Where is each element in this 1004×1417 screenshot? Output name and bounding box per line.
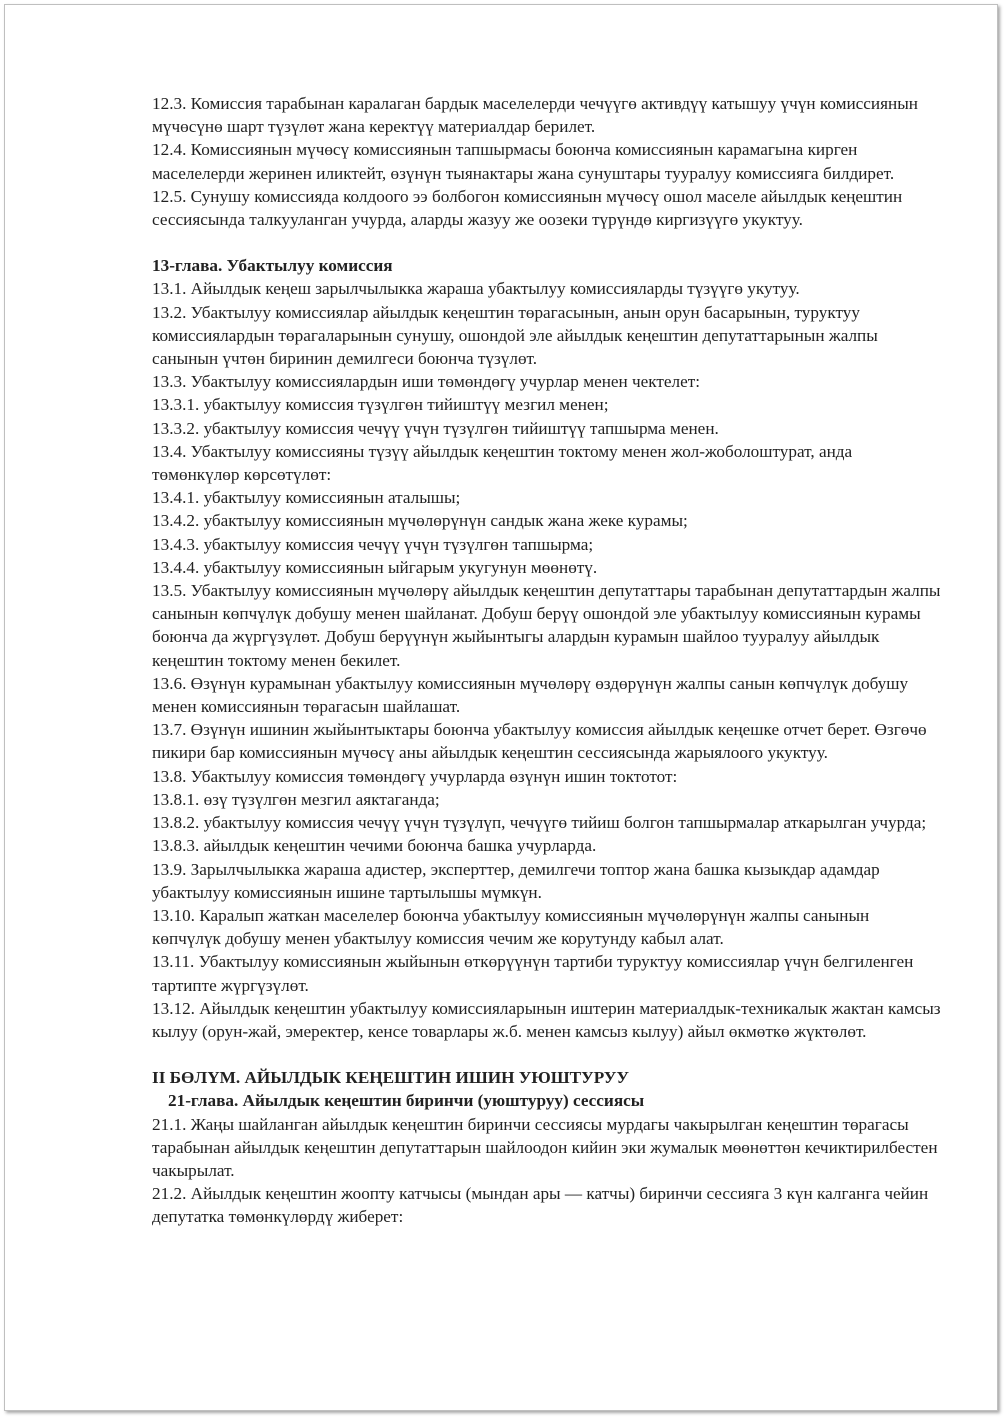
paragraph: 13.7. Өзүнүн ишинин жыйынтыктары боюнча убактылуу комиссия айылдык кеңешке отчет берет. Өзгөчө пикири бар комиссиянын мүчөсү аны айылдык кеңештин сессиясында жарыялоого укуктуу. — [152, 720, 927, 763]
paragraph: 13.12. Айылдык кеңештин убактылуу комиссияларынын иштерин материалдык-техникалык жактан камсыз кылуу (орун-жай, эмеректер, кенсе товарлары ж.б. менен камсыз кылуу) айыл өкмөткө жүктөлөт. — [152, 998, 941, 1041]
paragraph: 12.4. Комиссиянын мүчөсү комиссиянын тапшырмасы боюнча комиссиянын карамагына кирген маселелерди жеринен иликтейт, өзүнүн тыянактары жана сунуштары тууралуу комиссияга билдирет. — [152, 140, 895, 183]
chapter-heading: 21-глава. Айылдык кеңештин биринчи (уюштуруу) сессиясы — [168, 1091, 645, 1111]
paragraph: 21.2. Айылдык кеңештин жоопту катчысы (мындан ары — катчы) биринчи сессияга 3 күн калганга чейин депутатка төмөнкүлөрдү жиберет: — [152, 1184, 929, 1227]
paragraph: 13.4.2. убактылуу комиссиянын мүчөлөрүнүн сандык жана жеке курамы; — [152, 511, 688, 531]
paragraph: 13.11. Убактылуу комиссиянын жыйынын өткөрүүнүн тартиби туруктуу комиссиялар үчүн белгиленген тартипте жүргүзүлөт. — [152, 952, 914, 995]
paragraph: 13.3.2. убактылуу комиссия чечүү үчүн түзүлгөн тийиштүү тапшырма менен. — [152, 418, 719, 438]
section-heading: 13-глава. Убактылуу комиссия — [152, 256, 393, 276]
paragraph: 13.10. Каралып жаткан маселелер боюнча убактылуу комиссиянын мүчөлөрүнүн жалпы санынын көпчүлүк добушу менен убактылуу комиссия чечим же корутунду кабыл алат. — [152, 905, 870, 949]
paragraph: 13.4.3. убактылуу комиссия чечүү үчүн түзүлгөн тапшырма; — [152, 534, 594, 554]
paragraph-gap — [152, 231, 942, 254]
paragraph: 12.5. Сунушу комиссияда колдоого ээ болбогон комиссиянын мүчөсү ошол маселе айылдык кеңештин сессиясында талкууланган учурда, аларды жазуу же оозеки түрүндө киргизүүгө укуктуу. — [152, 186, 903, 230]
section-heading: II БӨЛҮМ. АЙЫЛДЫК КЕҢЕШТИН ИШИН УЮШТУРУУ — [152, 1068, 629, 1088]
paragraph: 13.3.1. убактылуу комиссия түзүлгөн тийиштүү мезгил менен; — [152, 395, 609, 415]
paragraph: 21.1. Жаңы шайланган айылдык кеңештин биринчи сессиясы мурдагы чакырылган кеңештин төрагасы тарабынан айылдык кеңештин депутаттарын шайлоодон кийин эки жумалык мөөнөттөн кечиктирилбестен чакырылат. — [152, 1114, 938, 1180]
paragraph: 13.6. Өзүнүн курамынан убактылуу комиссиянын мүчөлөрү өздөрүнүн жалпы санын көпчүлүк добушу менен комиссиянын төрагасын шайлашат. — [152, 673, 909, 717]
paragraph: 13.1. Айылдык кеңеш зарылчылыкка жараша убактылуу комиссияларды түзүүгө укутуу. — [152, 279, 800, 299]
paragraph: 12.3. Комиссия тарабынан каралаган бардык маселелерди чечүүгө активдүү катышуу үчүн комиссиянын мүчөсүнө шарт түзүлөт жана керектүү материалдар берилет. — [152, 94, 918, 137]
paragraph: 13.4.1. убактылуу комиссиянын аталышы; — [152, 488, 461, 508]
paragraph: 13.4. Убактылуу комиссияны түзүү айылдык кеңештин токтому менен жол-жоболоштурат, анда төмөнкүлөр көрсөтүлөт: — [152, 441, 853, 485]
paragraph: 13.8.2. убактылуу комиссия чечүү үчүн түзүлүп, чечүүгө тийиш болгон тапшырмалар аткарылган учурда; — [152, 813, 927, 833]
paragraph: 13.5. Убактылуу комиссиянын мүчөлөрү айылдык кеңештин депутаттары тарабынан депутаттардын жалпы санынын көпчүлүк добушу менен шайланат. Добуш берүү ошондой эле убактылуу комиссиянын курамы боюнча да жүргүзүлөт. Добуш берүүнүн жыйынтыгы алардын курамын шайлоо тууралуу айылдык кеңештин токтому менен бекилет. — [152, 581, 941, 670]
document-body — [152, 92, 942, 1229]
paragraph: 13.2. Убактылуу комиссиялар айылдык кеңештин төрагасынын, анын орун басарынын, туруктуу комиссиялардын төрагаларынын сунушу, ошондой эле айылдык кеңештин депутаттарынын жалпы санынын үчтөн биринин демилгеси боюнча түзүлөт. — [152, 302, 878, 369]
paragraph-gap — [152, 1043, 942, 1066]
document-page — [4, 4, 998, 1411]
paragraph: 13.8.3. айылдык кеңештин чечими боюнча башка учурларда. — [152, 836, 597, 856]
paragraph: 13.8. Убактылуу комиссия төмөндөгү учурларда өзүнүн ишин токтотот: — [152, 766, 678, 786]
paragraph: 13.3. Убактылуу комиссиялардын иши төмөндөгү учурлар менен чектелет: — [152, 372, 701, 392]
paragraph: 13.8.1. өзү түзүлгөн мезгил аяктаганда; — [152, 789, 440, 809]
paragraph: 13.9. Зарылчылыкка жараша адистер, эксперттер, демилгечи топтор жана башка кызыкдар адамдар убактылуу комиссиянын ишине тартылышы мүмкүн. — [152, 859, 880, 902]
paragraph: 13.4.4. убактылуу комиссиянын ыйгарым укугунун мөөнөтү. — [152, 557, 598, 577]
